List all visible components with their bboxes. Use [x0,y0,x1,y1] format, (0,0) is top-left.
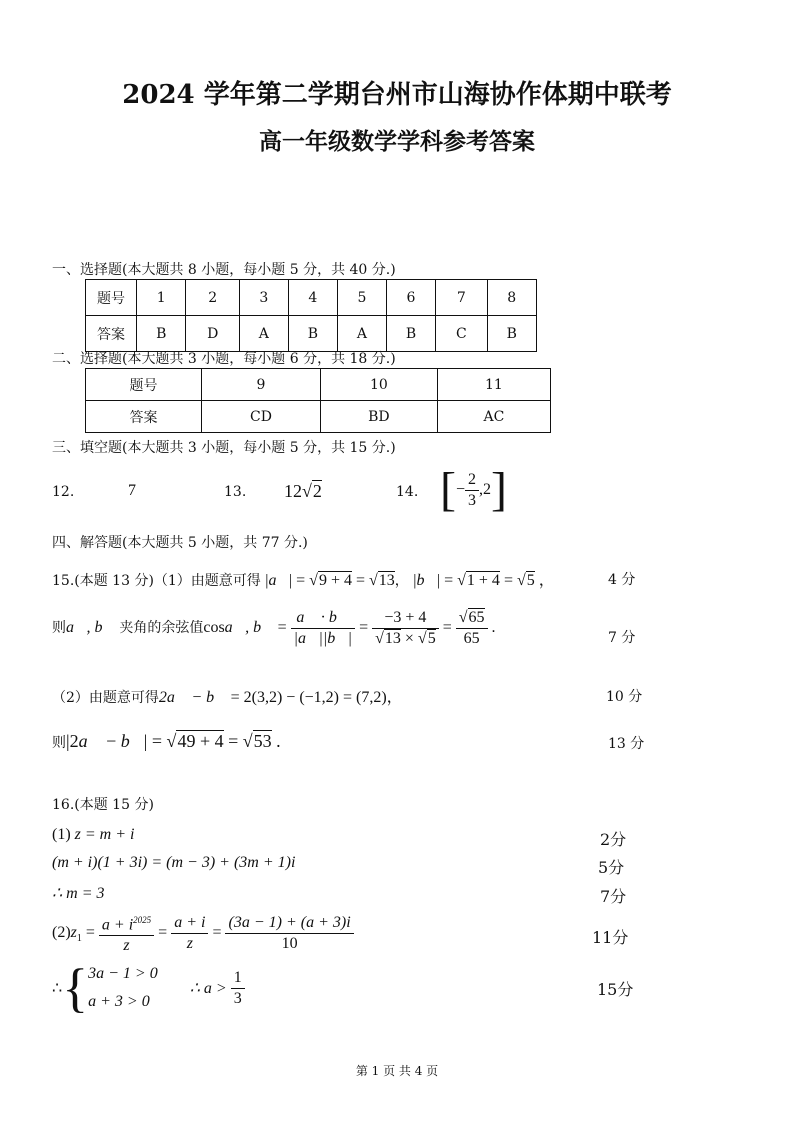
table-cell: B [386,316,435,352]
table-cell: 4 [288,280,337,316]
q15-score2: 7 分 [608,630,636,646]
q15-vectors: a⃗, b⃗ [66,619,115,637]
row-label-question: 题号 [86,280,137,316]
table-cell: D [186,316,240,352]
left-bracket: [ [440,463,456,516]
table-cell: BD [320,401,437,433]
table-cell: 6 [386,280,435,316]
table-cell: 2 [186,280,240,316]
q15-score1: 4 分 [608,572,636,588]
table-row [86,316,537,352]
section2-table [85,368,551,433]
q15-line2 [52,608,496,649]
q16-head: 16.(本题 15 分) [52,797,154,813]
q15-line1-tail: ， [394,573,409,589]
q16-line4: $(2)z_1$ = $\frac{a + i^{2025}}{z}$ = $\frac{a + i}{z}$ = $\frac{(3a - 1) + (a + 3)i}{10}$ [52,910,354,956]
page-subtitle: 高一年级数学学科参考答案 [259,128,535,155]
q15-line3-prefix: （2）由题意可得 [52,690,159,706]
page-footer: 第 1 页 共 4 页 [355,1064,439,1078]
q16-score4: 11分 [592,928,629,947]
q15-line1-expr2: |b⃗| = √1 + 4 = √5 ， [413,572,555,589]
row-label-answer: 答案 [86,316,137,352]
q15-line2-prefix: 则 [52,620,66,637]
left-brace: { [62,958,89,1018]
sqrt-sign: √ [302,481,312,501]
table-cell: 5 [338,280,387,316]
q16-sys2: a + 3 > 0 [88,993,150,1010]
section4-heading: 四、解答题(本大题共 5 小题，共 77 分.) [52,535,308,551]
q15-line1 [52,567,555,590]
page-title: 2024 学年第二学期台州市山海协作体期中联考 [122,80,672,110]
table-cell: CD [202,401,321,433]
q16-score3: 7分 [600,887,627,906]
table-cell: B [137,316,186,352]
row-label-question: 题号 [86,369,202,401]
q16-score5: 15分 [597,980,634,999]
table-cell: B [487,316,536,352]
fraction-denominator: 3 [468,491,477,509]
q16-line5: ∴{ 3a − 1 > 0 a + 3 > 0 ∴ a > $\frac{1}{3}$ [52,960,245,1016]
q13-answer [284,481,322,502]
q14-right-value: ,2 [479,481,492,498]
right-bracket: ] [491,463,507,516]
q16-p1-prefix: (1) [52,826,71,843]
section3-heading: 三、填空题(本大题共 3 小题，每小题 5 分，共 15 分.) [52,440,396,456]
q15-line1-expr: |a⃗| = √9 + 4 = √13 [265,572,395,589]
minus-sign: − [455,481,466,498]
table-cell: B [288,316,337,352]
section1-table [85,279,537,352]
q16-p1-expr: z = m + i [74,826,135,843]
q16-p2-prefix: (2) [52,923,71,941]
q12-answer: 7 [128,482,136,499]
q16-score1: 2分 [600,830,627,849]
table-cell: A [239,316,288,352]
q16-conclusion: ∴ a > [189,980,227,997]
q16-score2: 5分 [598,858,625,877]
table-cell: 1 [137,280,186,316]
q15-head: 15.(本题 13 分)（1）由题意可得 [52,573,261,589]
q14-label: 14. [396,484,419,500]
q15-line4-prefix: 则 [52,735,66,751]
q15-score3: 10 分 [606,689,643,705]
section2-heading: 二、选择题(本大题共 3 小题，每小题 6 分，共 18 分.) [52,351,396,367]
table-cell: 10 [320,369,437,401]
q13-rad: 2 [312,481,322,501]
q15-line4 [52,731,281,752]
table-cell: 8 [487,280,536,316]
q16-line2: (m + i)(1 + 3i) = (m − 3) + (3m + 1)i [52,854,296,871]
q15-line3-expr: 2a⃗ − b⃗ = 2(3,2) − (−1,2) = (7,2)， [158,689,403,706]
q13-coef: 12 [284,481,302,501]
table-cell: 9 [202,369,321,401]
q15-line4-expr: |2a⃗ − b⃗| = √49 + 4 = √53 . [66,731,281,751]
q15-cos: cosa⃗, b⃗ = $\frac{a⃗ \cdot b⃗}{|a⃗||b⃗|}$ = $\frac{-3 + 4}{√13 \times √5}$ = $\frac{√65}{65}$ . [203,609,496,647]
q13-label: 13. [224,484,247,500]
table-row [86,401,551,433]
q16-line1 [52,826,134,844]
fraction-numerator: 2 [465,470,479,491]
section1-heading: 一、选择题(本大题共 8 小题，每小题 5 分，共 40 分.) [52,262,396,278]
table-cell: AC [437,401,550,433]
q15-line2-mid: 夹角的余弦值 [119,620,204,637]
q15-line3 [52,684,403,707]
q16-line3: ∴ m = 3 [52,885,105,902]
q16-sys1: 3a − 1 > 0 [88,965,158,982]
q15-score4: 13 分 [608,736,645,752]
q14-fraction [465,470,479,511]
therefore-sign: ∴ [52,980,63,997]
q14-answer [440,463,507,516]
row-label-answer: 答案 [86,401,202,433]
table-row [86,369,551,401]
table-row [86,280,537,316]
table-cell: 11 [437,369,550,401]
q15-line3-rhs: = 2(3,2) − (−1,2) = (7,2)， [230,689,403,706]
table-cell: 7 [436,280,487,316]
table-cell: A [338,316,387,352]
q12-label: 12. [52,484,75,500]
table-cell: 3 [239,280,288,316]
table-cell: C [436,316,487,352]
